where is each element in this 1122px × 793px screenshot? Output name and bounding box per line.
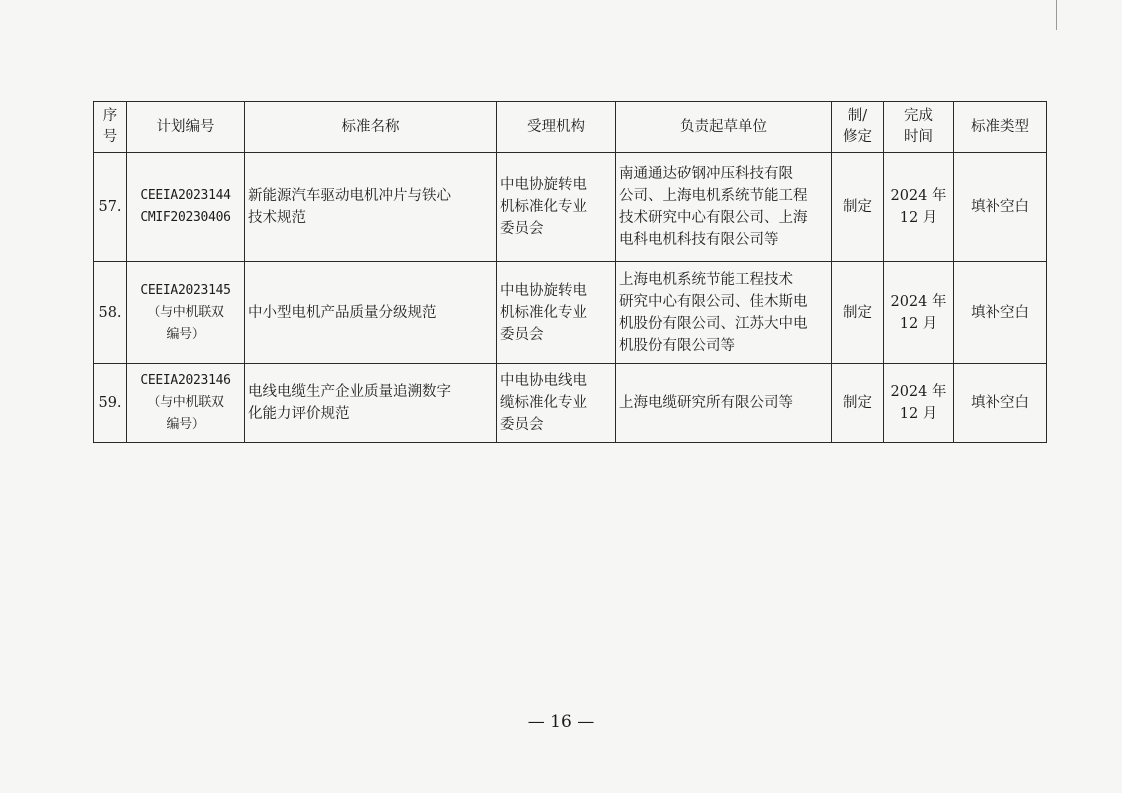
cell-accepting-org: 中电协电线电 缆标准化专业 委员会 bbox=[497, 364, 616, 443]
cell-seq: 58. bbox=[94, 262, 127, 364]
cell-drafting-unit: 南通通达矽钢冲压科技有限 公司、上海电机系统节能工程 技术研究中心有限公司、上海 电科电机科技有限公司等 bbox=[616, 153, 832, 262]
cell-completion: 2024 年 12 月 bbox=[884, 262, 954, 364]
cell-completion: 2024 年 12 月 bbox=[884, 364, 954, 443]
cell-std-type: 填补空白 bbox=[954, 364, 1047, 443]
page-edge-line bbox=[1056, 0, 1057, 30]
cell-std-type: 填补空白 bbox=[954, 153, 1047, 262]
table-row bbox=[94, 262, 1047, 364]
cell-std-name: 电线电缆生产企业质量追溯数字 化能力评价规范 bbox=[245, 364, 497, 443]
cell-seq: 57. bbox=[94, 153, 127, 262]
cell-drafting-unit: 上海电缆研究所有限公司等 bbox=[616, 364, 832, 443]
header-std-name: 标准名称 bbox=[245, 102, 497, 153]
cell-revise: 制定 bbox=[832, 262, 884, 364]
header-std-type: 标准类型 bbox=[954, 102, 1047, 153]
header-row bbox=[94, 102, 1047, 153]
cell-accepting-org: 中电协旋转电 机标准化专业 委员会 bbox=[497, 262, 616, 364]
cell-plan-no: CEEIA2023145 （与中机联双 编号） bbox=[127, 262, 245, 364]
cell-accepting-org: 中电协旋转电 机标准化专业 委员会 bbox=[497, 153, 616, 262]
table-row bbox=[94, 364, 1047, 443]
cell-revise: 制定 bbox=[832, 364, 884, 443]
standards-table bbox=[93, 101, 1047, 443]
header-revise: 制/ 修定 bbox=[832, 102, 884, 153]
header-seq: 序 号 bbox=[94, 102, 127, 153]
header-completion: 完成 时间 bbox=[884, 102, 954, 153]
cell-std-name: 中小型电机产品质量分级规范 bbox=[245, 262, 497, 364]
table-row bbox=[94, 153, 1047, 262]
cell-seq: 59. bbox=[94, 364, 127, 443]
cell-revise: 制定 bbox=[832, 153, 884, 262]
page-number: — 16 — bbox=[527, 712, 595, 732]
cell-plan-no: CEEIA2023144 CMIF20230406 bbox=[127, 153, 245, 262]
cell-drafting-unit: 上海电机系统节能工程技术 研究中心有限公司、佳木斯电 机股份有限公司、江苏大中电 机股份有限公司等 bbox=[616, 262, 832, 364]
cell-plan-no: CEEIA2023146 （与中机联双 编号） bbox=[127, 364, 245, 443]
header-drafting-unit: 负责起草单位 bbox=[616, 102, 832, 153]
cell-std-name: 新能源汽车驱动电机冲片与铁心 技术规范 bbox=[245, 153, 497, 262]
cell-std-type: 填补空白 bbox=[954, 262, 1047, 364]
header-plan-no: 计划编号 bbox=[127, 102, 245, 153]
cell-completion: 2024 年 12 月 bbox=[884, 153, 954, 262]
header-accepting-org: 受理机构 bbox=[497, 102, 616, 153]
